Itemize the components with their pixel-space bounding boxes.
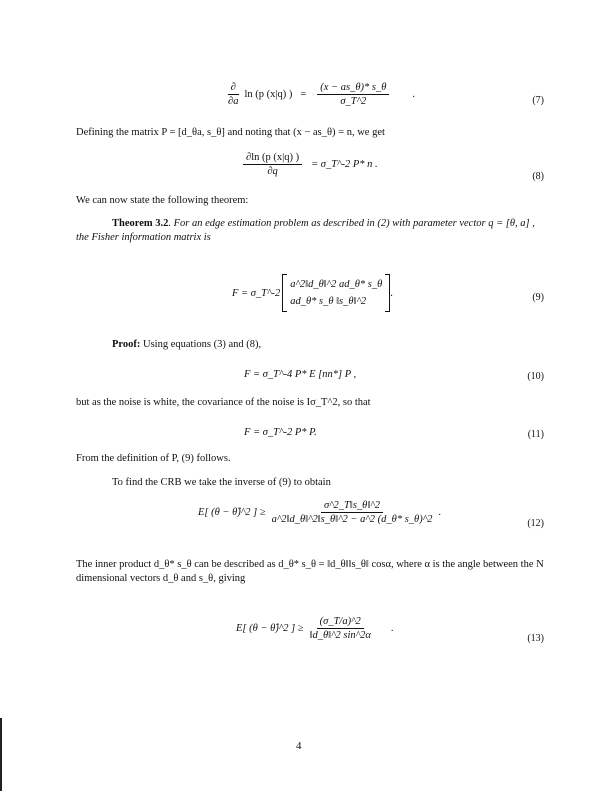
partial-derivative-op: $\frac{\partial}{\partial a}$ xyxy=(228,82,239,107)
eq12-fraction: $\frac{\sigma\^{}2\_T‖s\_\theta‖\^{}2}{a\^{}2‖d\_\theta‖\^{}2‖s\_\theta‖\^{}2 - a\^{}2 (d\_\theta* s\_\theta)\^{}2}$ xyxy=(271,500,433,525)
equation-13: E[ (θ − θ̂)^2 ] ≥ $\frac{(\sigma\_T/a)\^{}2}{‖d\_\theta‖\^{}2 \sin\^{}2\alpha}$ . xyxy=(236,616,394,641)
eq13-fraction: $\frac{(\sigma\_T/a)\^{}2}{‖d\_\theta‖\^{}2 \sin\^{}2\alpha}$ xyxy=(309,616,371,641)
equation-10: F = σ_T^-4 P* E [nn*] P , xyxy=(244,369,357,380)
paragraph-crb-intro: To find the CRB we take the inverse of (9) to obtain xyxy=(112,477,331,488)
equation-number-11: (11) xyxy=(527,429,544,440)
page-edge-bar xyxy=(0,718,2,791)
theorem-label: Theorem 3.2 xyxy=(112,218,169,229)
eq7-lhs: ln (p (x|q) ) xyxy=(244,89,293,100)
equation-number-13: (13) xyxy=(527,633,544,644)
theorem-3-2 xyxy=(76,217,546,245)
equation-9: F = σ_T^-2 a^2‖d_θ‖^2 ad_θ* s_θ ad_θ* s_θ ‖s_θ‖^2 . xyxy=(232,274,393,312)
proof-line: Proof: Using equations (3) and (8), xyxy=(112,339,262,350)
equation-number-12: (12) xyxy=(527,518,544,529)
page-number: 4 xyxy=(296,740,302,752)
equation-8: $\frac{\partial\ln (p (x|q) )}{\partial q}$ = σ_T^-2 P* n . xyxy=(240,152,378,177)
equation-7: $\frac{\partial}{\partial a}$ ln (p (x|q) ) = $\frac{(x - as\_\theta)* s\_\theta}{\sigma\_T\^{}2}$ . xyxy=(222,82,415,107)
theorem-body: . For an edge estimation problem as described in (2) with parameter vector q = [θ, a] , the Fisher information matrix is xyxy=(76,218,535,243)
paragraph-definition-p: From the definition of P, (9) follows. xyxy=(76,453,231,464)
paragraph-matrix-definition: Defining the matrix P = [d_θa, s_θ] and noting that (x − as_θ) = n, we get xyxy=(76,127,385,138)
equation-number-10: (10) xyxy=(527,371,544,382)
equation-11: F = σ_T^-2 P* P. xyxy=(244,427,317,438)
paragraph-inner-product: The inner product d_θ* s_θ can be described as d_θ* s_θ = ‖d_θ‖‖s_θ‖ cosα, where α is the angle between the N dimensional vectors d_θ and s_θ, giving xyxy=(76,559,544,584)
fisher-matrix: a^2‖d_θ‖^2 ad_θ* s_θ ad_θ* s_θ ‖s_θ‖^2 xyxy=(282,274,390,312)
equation-12: E[ (θ − θ̂)^2 ] ≥ $\frac{\sigma\^{}2\_T‖s\_\theta‖\^{}2}{a\^{}2‖d\_\theta‖\^{}2‖s\_\theta‖\^{}2 - a\^{}2 (d\_\theta* s\_\theta)\^{}2}$ . xyxy=(198,500,442,525)
equation-number-9: (9) xyxy=(532,292,544,303)
paragraph-theorem-intro: We can now state the following theorem: xyxy=(76,195,249,206)
eq8-lhs-fraction: $\frac{\partial\ln (p (x|q) )}{\partial q}$ xyxy=(243,152,302,177)
equation-number-7: (7) xyxy=(532,95,544,106)
eq7-rhs-fraction: $\frac{(x - as\_\theta)* s\_\theta}{\sigma\_T\^{}2}$ xyxy=(317,82,389,107)
equation-number-8: (8) xyxy=(532,171,544,182)
proof-label: Proof: xyxy=(112,339,141,350)
paragraph-noise-covariance: but as the noise is white, the covariance of the noise is Iσ_T^2, so that xyxy=(76,397,371,408)
